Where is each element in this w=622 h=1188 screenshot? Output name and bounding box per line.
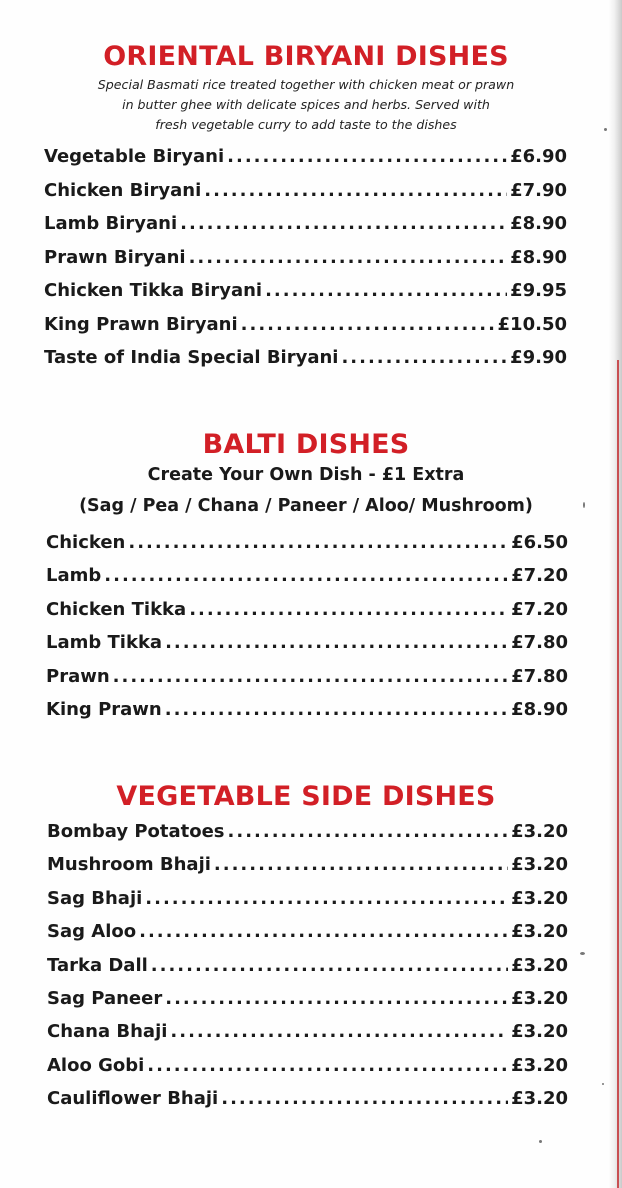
dot-leader: [128, 532, 508, 553]
menu-item: [46, 632, 568, 665]
dot-leader: [180, 213, 507, 234]
menu-item: [47, 955, 568, 988]
balti-section: [0, 428, 612, 522]
item-name: Chicken Tikka: [46, 598, 187, 620]
menu-item: [44, 347, 567, 381]
item-price: £3.20: [511, 887, 568, 909]
menu-item: [44, 280, 567, 314]
dot-leader: [170, 1021, 508, 1042]
item-name: Sag Aloo: [47, 921, 137, 943]
dot-leader: [228, 821, 509, 842]
menu-item: [47, 821, 568, 854]
dot-leader: [204, 180, 507, 201]
section-intro: [0, 75, 612, 135]
item-name: Sag Bhaji: [47, 887, 143, 909]
intro-line: fresh vegetable curry to add taste to the dishes: [155, 117, 457, 132]
dot-leader: [241, 314, 495, 335]
item-price: £7.20: [511, 565, 568, 587]
dot-leader: [189, 599, 508, 620]
page-edge-shadow: [608, 0, 622, 1188]
item-name: Chana Bhaji: [47, 1021, 168, 1043]
item-name: Sag Paneer: [47, 987, 163, 1009]
item-name: King Prawn: [46, 698, 162, 720]
scan-speck: [580, 952, 585, 955]
item-price: £3.20: [511, 1054, 568, 1076]
subtitle-line: Create Your Own Dish - £1 Extra: [147, 465, 465, 485]
item-name: Chicken Biryani: [44, 179, 202, 201]
menu-item: [47, 888, 568, 921]
scan-speck: [583, 502, 585, 508]
dot-leader: [139, 921, 508, 942]
dot-leader: [165, 632, 508, 653]
item-name: Lamb Tikka: [46, 632, 163, 654]
item-name: Bombay Potatoes: [47, 821, 225, 842]
item-price: £6.50: [511, 532, 568, 553]
section-subtitle: [0, 460, 612, 522]
item-name: Tarka Dall: [47, 954, 148, 976]
menu-item: [46, 699, 568, 732]
balti-item-list: [46, 532, 568, 732]
vegetable-item-list: [47, 821, 568, 1122]
item-name: Taste of India Special Biryani: [44, 347, 339, 368]
dot-leader: [341, 347, 507, 368]
menu-item: [44, 146, 567, 180]
item-price: £7.80: [511, 665, 568, 687]
dot-leader: [145, 888, 508, 909]
item-name: Chicken: [46, 532, 126, 553]
item-name: Vegetable Biryani: [44, 146, 225, 167]
menu-item: [46, 599, 568, 632]
menu-item: [47, 921, 568, 954]
scan-speck: [604, 128, 607, 131]
item-price: £8.90: [510, 246, 567, 268]
item-price: £3.20: [511, 821, 568, 842]
dot-leader: [189, 247, 508, 268]
item-price: £8.90: [511, 698, 568, 720]
item-name: Lamb Biryani: [44, 213, 178, 234]
dot-leader: [165, 699, 508, 720]
scan-speck: [602, 1083, 604, 1085]
dot-leader: [165, 988, 508, 1009]
scan-speck: [539, 1140, 542, 1143]
subtitle-line: (Sag / Pea / Chana / Paneer / Aloo/ Mushroom): [79, 496, 533, 516]
item-price: £3.20: [511, 954, 568, 976]
page-edge-accent: [617, 360, 619, 1188]
dot-leader: [265, 280, 507, 301]
menu-item: [46, 532, 568, 565]
menu-item: [47, 988, 568, 1021]
biryani-item-list: [44, 146, 567, 381]
item-name: Mushroom Bhaji: [47, 854, 211, 876]
item-price: £7.20: [511, 598, 568, 620]
dot-leader: [147, 1055, 508, 1076]
intro-line: in butter ghee with delicate spices and herbs. Served with: [122, 97, 490, 112]
menu-item: [47, 1021, 568, 1054]
dot-leader: [227, 146, 507, 167]
menu-item: [46, 565, 568, 598]
item-price: £3.20: [511, 987, 568, 1009]
biryani-section: [0, 40, 612, 135]
item-name: Aloo Gobi: [47, 1054, 145, 1076]
dot-leader: [214, 854, 508, 875]
item-price: £3.20: [511, 1088, 568, 1110]
item-name: Prawn Biryani: [44, 246, 186, 268]
item-price: £7.90: [510, 179, 567, 201]
dot-leader: [104, 565, 508, 586]
item-price: £6.90: [510, 146, 567, 167]
menu-item: [47, 854, 568, 887]
item-price: £10.50: [497, 313, 567, 335]
menu-item: [44, 213, 567, 247]
menu-item: [44, 180, 567, 214]
section-title: ORIENTAL BIRYANI DISHES: [103, 41, 509, 72]
dot-leader: [221, 1088, 508, 1109]
menu-item: [47, 1055, 568, 1088]
item-name: Cauliflower Bhaji: [47, 1088, 219, 1110]
item-name: Lamb: [46, 565, 102, 587]
menu-item: [44, 247, 567, 281]
item-price: £8.90: [510, 213, 567, 234]
item-price: £9.95: [510, 280, 567, 301]
vegetable-section: [0, 780, 612, 814]
section-title: VEGETABLE SIDE DISHES: [116, 781, 496, 812]
item-name: King Prawn Biryani: [44, 313, 238, 335]
item-price: £9.90: [510, 347, 567, 368]
item-price: £3.20: [511, 1021, 568, 1043]
item-name: Chicken Tikka Biryani: [44, 280, 263, 301]
intro-line: Special Basmati rice treated together with chicken meat or prawn: [97, 77, 515, 92]
item-price: £3.20: [511, 854, 568, 876]
section-title: BALTI DISHES: [202, 429, 410, 460]
dot-leader: [113, 666, 508, 687]
item-price: £3.20: [511, 921, 568, 943]
dot-leader: [151, 955, 508, 976]
menu-item: [47, 1088, 568, 1121]
menu-item: [44, 314, 567, 348]
item-price: £7.80: [511, 632, 568, 654]
item-name: Prawn: [46, 665, 110, 687]
menu-item: [46, 666, 568, 699]
